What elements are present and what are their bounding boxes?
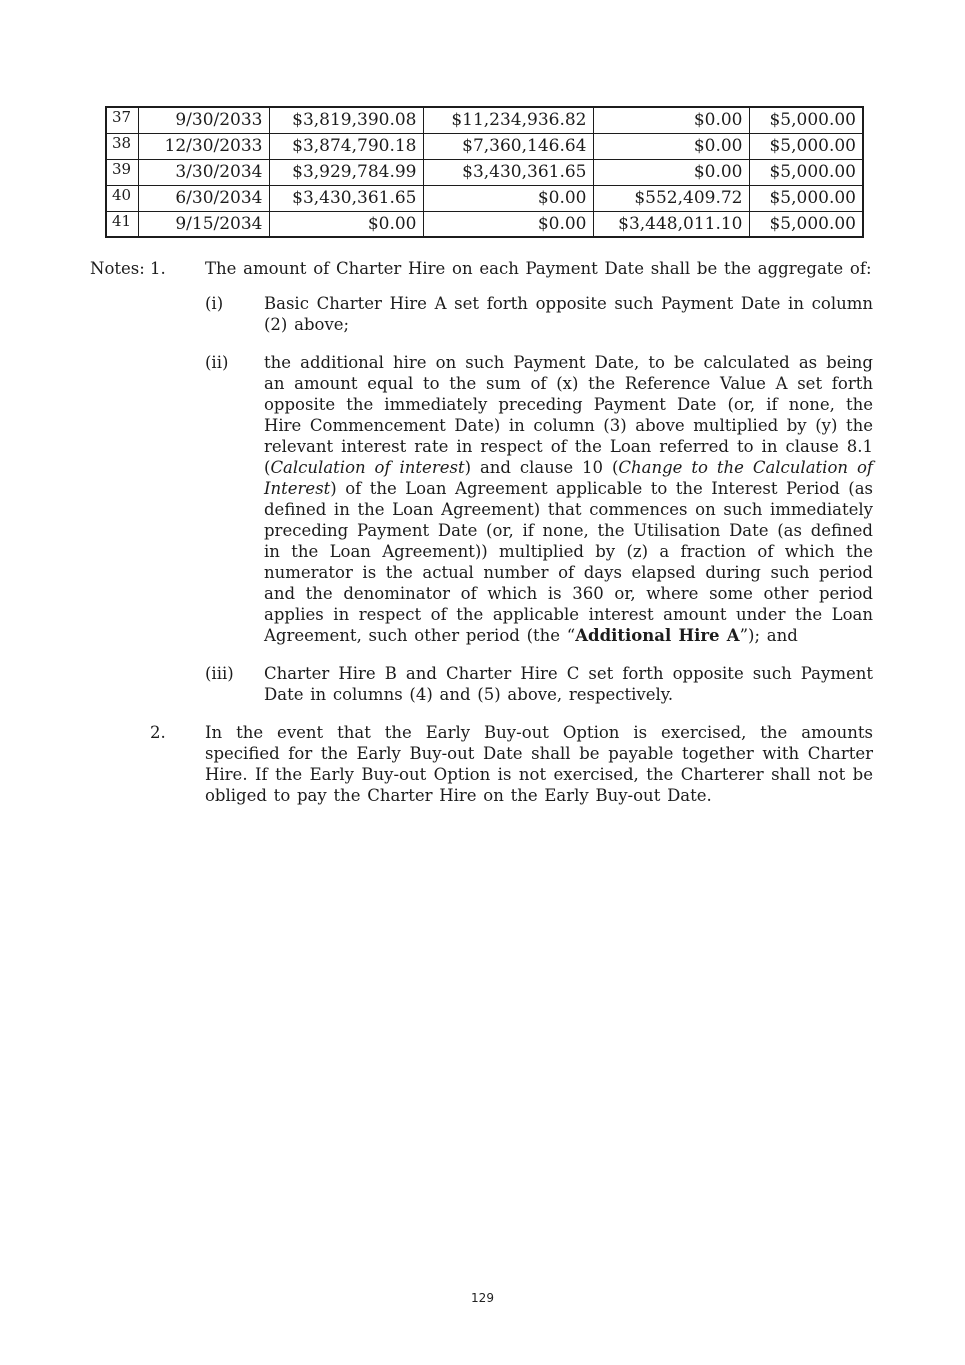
sub-item-iii-label: (iii) [205,664,234,683]
charter-hire-c-cell: $5,000.00 [749,159,863,185]
installment-number-cell: 37 [106,107,138,133]
charter-hire-c-cell: $5,000.00 [749,107,863,133]
payment-date-cell: 6/30/2034 [138,185,269,211]
reference-value-a-cell: $11,234,936.82 [423,107,593,133]
notes-label: Notes: [90,259,145,278]
note-1 [90,258,873,279]
note-2-number: 2. [150,723,166,742]
table-row [106,133,863,159]
reference-value-a-cell: $7,360,146.64 [423,133,593,159]
payment-date-cell: 9/30/2033 [138,107,269,133]
basic-charter-hire-a-cell: $3,430,361.65 [269,185,423,211]
charter-hire-c-cell: $5,000.00 [749,185,863,211]
charter-hire-b-cell: $552,409.72 [593,185,749,211]
note-1-sub-item-iii [205,663,873,705]
charter-hire-b-cell: $0.00 [593,107,749,133]
charter-hire-b-cell: $0.00 [593,133,749,159]
charter-hire-b-cell: $3,448,011.10 [593,211,749,237]
note-1-number: 1. [150,259,166,278]
payment-date-cell: 12/30/2033 [138,133,269,159]
table-row [106,159,863,185]
installment-number-cell: 41 [106,211,138,237]
reference-value-a-cell: $3,430,361.65 [423,159,593,185]
sub-item-iii-text: Charter Hire B and Charter Hire C set forth opposite such Payment Date in columns (4) and (5) above, respectively. [264,664,873,704]
payment-schedule-table-body [106,107,863,237]
note-1-sub-item-ii [205,352,873,646]
installment-number-cell: 38 [106,133,138,159]
note-1-intro: The amount of Charter Hire on each Payment Date shall be the aggregate of: [205,259,872,278]
payment-date-cell: 3/30/2034 [138,159,269,185]
payment-date-cell: 9/15/2034 [138,211,269,237]
note-2-text: In the event that the Early Buy-out Option is exercised, the amounts specified for the Early Buy-out Date shall be payable together with Charter Hire. If the Early Buy-out Option is not exercised, the Charterer shall not be obliged to pay the Charter Hire on the Early Buy-out Date. [205,723,873,805]
page-number: 129 [471,1291,494,1305]
basic-charter-hire-a-cell: $3,819,390.08 [269,107,423,133]
table-row [106,211,863,237]
installment-number-cell: 39 [106,159,138,185]
reference-value-a-cell: $0.00 [423,211,593,237]
payment-schedule-table [105,106,864,238]
note-1-sub-item-i [205,293,873,335]
sub-item-ii-text: the additional hire on such Payment Date, to be calculated as being an amount equal to the sum of (x) the Reference Value A set forth opposite the immediately preceding Payment Date (or, if none, the Hire Commencement Date) in column (3) above multiplied by (y) the relevant interest rate in respect of the Loan referred to in clause 8.1 (Calculation of interest) and clause 10 (Change to the Calculation of Interest) of the Loan Agreement applicable to the Interest Period (as defined in the Loan Agreement) that commences on such immediately preceding Payment Date (or, if none, the Utilisation Date (as defined in the Loan Agreement)) multiplied by (z) a fraction of which the numerator is the actual number of days elapsed during such period and the denominator of which is 360 or, where some other period applies in respect of the applicable interest amount under the Loan Agreement, such other period (the “Additional Hire A”); and [264,353,873,645]
notes-section [90,258,873,820]
basic-charter-hire-a-cell: $3,874,790.18 [269,133,423,159]
sub-item-i-label: (i) [205,294,224,313]
installment-number-cell: 40 [106,185,138,211]
table-row [106,185,863,211]
reference-value-a-cell: $0.00 [423,185,593,211]
basic-charter-hire-a-cell: $3,929,784.99 [269,159,423,185]
table-row [106,107,863,133]
charter-hire-c-cell: $5,000.00 [749,133,863,159]
basic-charter-hire-a-cell: $0.00 [269,211,423,237]
charter-hire-b-cell: $0.00 [593,159,749,185]
sub-item-ii-label: (ii) [205,353,229,372]
sub-item-i-text: Basic Charter Hire A set forth opposite such Payment Date in column (2) above; [264,294,873,334]
charter-hire-c-cell: $5,000.00 [749,211,863,237]
note-2 [90,722,873,806]
